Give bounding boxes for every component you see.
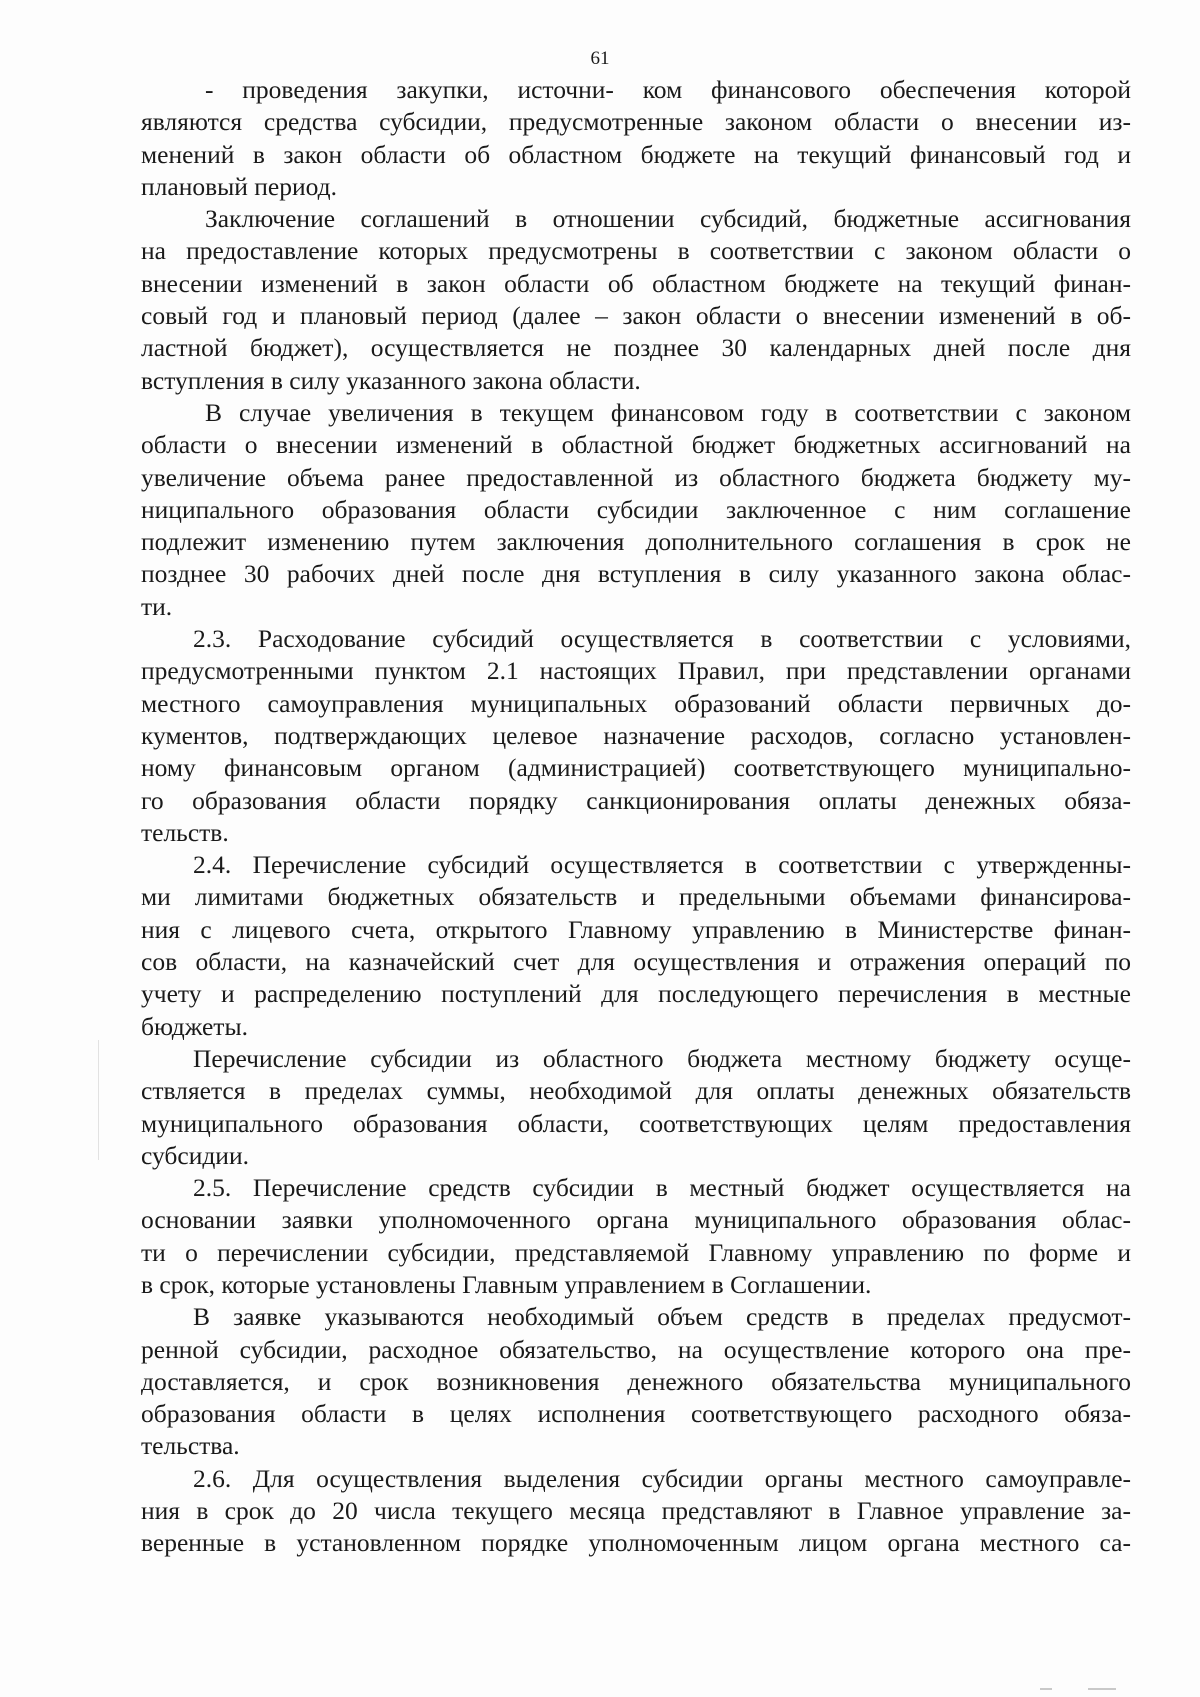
text-line: сов области, на казначейский счет для осуществления и отражения операций по <box>141 947 1131 977</box>
text-line: вступления в силу указанного закона области. <box>141 365 641 395</box>
paragraph <box>141 1463 1131 1560</box>
text-line: веренные в установленном порядке уполномоченным лицом органа местного са- <box>141 1528 1131 1558</box>
paragraph <box>141 1043 1131 1172</box>
text-line: ренной субсидии, расходное обязательство, на осуществление которого она пре- <box>141 1334 1131 1364</box>
text-line: 2.3. Расходование субсидий осуществляется в соответствии с условиями, <box>193 624 1131 654</box>
paragraph <box>141 203 1131 397</box>
text-line: позднее 30 рабочих дней после дня вступления в силу указанного закона облас- <box>141 559 1131 589</box>
text-line: области о внесении изменений в областной бюджет бюджетных ассигнований на <box>141 430 1131 460</box>
text-line: ластной бюджет), осуществляется не позднее 30 календарных дней после дня <box>141 333 1131 363</box>
paragraph <box>141 1172 1131 1301</box>
text-line: в срок, которые установлены Главным управлением в Соглашении. <box>141 1269 872 1299</box>
text-line: 2.6. Для осуществления выделения субсидии органы местного самоуправле- <box>193 1463 1131 1493</box>
text-line: ния с лицевого счета, открытого Главному управлению в Министерстве финан- <box>141 914 1131 944</box>
text-line: местного самоуправления муниципальных образований области первичных до- <box>141 688 1131 718</box>
text-line: учету и распределению поступлений для последующего перечисления в местные <box>141 979 1131 1009</box>
scan-margin-mark <box>98 1040 99 1160</box>
text-line: бюджеты. <box>141 1011 248 1041</box>
paragraph <box>141 74 1131 203</box>
text-line: ти. <box>141 591 173 621</box>
scan-corner-mark <box>1088 1688 1116 1690</box>
text-line: ти о перечислении субсидии, представляемой Главному управлению по форме и <box>141 1237 1131 1267</box>
text-line: го образования области порядку санкционирования оплаты денежных обяза- <box>141 785 1131 815</box>
text-line: тельства. <box>141 1431 240 1461</box>
text-line: ниципального образования области субсидии заключенное с ним соглашение <box>141 494 1131 524</box>
text-line: предусмотренными пунктом 2.1 настоящих Правил, при представлении органами <box>141 656 1131 686</box>
text-line: кументов, подтверждающих целевое назначение расходов, согласно установлен- <box>141 720 1131 750</box>
paragraph <box>141 849 1131 1043</box>
text-line: ствляется в пределах суммы, необходимой для оплаты денежных обязательств <box>141 1076 1131 1106</box>
text-line: ному финансовым органом (администрацией) соответствующего муниципально- <box>141 753 1131 783</box>
text-line: - проведения закупки, источни- ком финансового обеспечения которой <box>205 75 1131 104</box>
text-line: на предоставление которых предусмотрены в соответствии с законом области о <box>141 236 1131 266</box>
text-line: внесении изменений в закон области об областном бюджете на текущий финан- <box>141 268 1131 298</box>
scan-corner-mark <box>1040 1688 1052 1690</box>
text-line: подлежит изменению путем заключения дополнительного соглашения в срок не <box>141 527 1131 557</box>
paragraph <box>141 1301 1131 1462</box>
text-line: В заявке указываются необходимый объем средств в пределах предусмот- <box>193 1302 1131 1332</box>
text-line: субсидии. <box>141 1140 249 1170</box>
text-line: Перечисление субсидии из областного бюджета местному бюджету осуще- <box>193 1043 1131 1073</box>
text-line: Заключение соглашений в отношении субсидий, бюджетные ассигнования <box>205 204 1131 234</box>
text-line: совый год и плановый период (далее – закон области о внесении изменений в об- <box>141 301 1131 331</box>
paragraph <box>141 623 1131 849</box>
page-number: 61 <box>590 48 610 69</box>
text-line: плановый период. <box>141 171 338 201</box>
document-body <box>141 74 1131 1560</box>
text-line: ния в срок до 20 числа текущего месяца представляют в Главное управление за- <box>141 1496 1131 1526</box>
text-line: ми лимитами бюджетных обязательств и предельными объемами финансирова- <box>141 882 1131 912</box>
paragraph <box>141 397 1131 623</box>
text-line: увеличение объема ранее предоставленной из областного бюджета бюджету му- <box>141 462 1131 492</box>
text-line: тельств. <box>141 817 229 847</box>
text-line: муниципального образования области, соответствующих целям предоставления <box>141 1108 1131 1138</box>
text-line: менений в закон области об областном бюджете на текущий финансовый год и <box>141 139 1131 169</box>
text-line: образования области в целях исполнения соответствующего расходного обяза- <box>141 1399 1131 1429</box>
text-line: 2.5. Перечисление средств субсидии в местный бюджет осуществляется на <box>193 1173 1131 1203</box>
text-line: основании заявки уполномоченного органа муниципального образования облас- <box>141 1205 1131 1235</box>
text-line: являются средства субсидии, предусмотренные законом области о внесении из- <box>141 107 1131 137</box>
text-line: В случае увеличения в текущем финансовом году в соответствии с законом <box>205 397 1131 427</box>
text-line: 2.4. Перечисление субсидий осуществляется в соответствии с утвержденны- <box>193 850 1131 880</box>
text-line: доставляется, и срок возникновения денежного обязательства муниципального <box>141 1366 1131 1396</box>
